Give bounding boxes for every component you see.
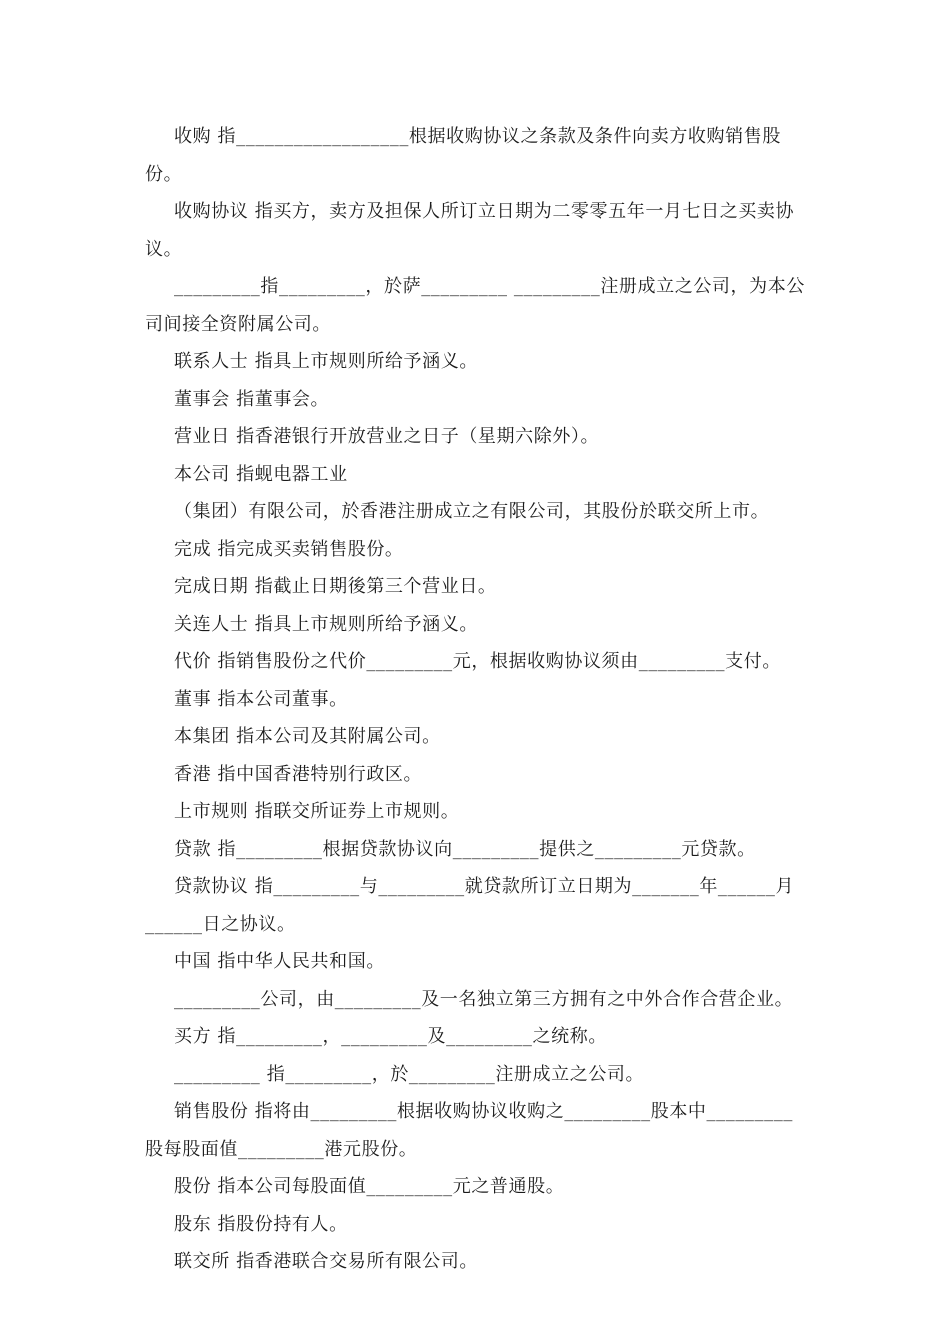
definition-joint-venture: _________公司，由_________及一名独立第三方拥有之中外合作合营企业。 <box>174 988 794 1010</box>
definition-blank-company: _________ 指_________，於_________注册成立之公司。 <box>174 1063 645 1085</box>
definition-shareholders: 股东 指股份持有人。 <box>174 1213 348 1235</box>
definition-associates: 联系人士 指具上市规则所给予涵义。 <box>174 351 478 372</box>
definition-subsidiary: _________指_________，於萨_________ _________注册成立之公司，为本公司间接全资附属公司。 <box>145 276 805 335</box>
definition-loan: 贷款 指_________根据贷款协议向_________提供之_________元贷款。 <box>174 838 756 860</box>
definition-completion-date: 完成日期 指截止日期後第三个营业日。 <box>174 576 497 597</box>
definition-sale-shares: 销售股份 指将由_________根据收购协议收购之_________股本中_________股每股面值_________港元股份。 <box>145 1101 793 1160</box>
definition-purchasers: 买方 指_________，_________及_________之统称。 <box>174 1026 607 1047</box>
definition-loan-agreement: 贷款协议 指_________与_________就贷款所订立日期为_______年______月______日之协议。 <box>145 876 795 935</box>
definition-company-continued: （集团）有限公司，於香港注册成立之有限公司，其股份於联交所上市。 <box>174 501 770 522</box>
definition-hong-kong: 香港 指中国香港特别行政区。 <box>174 763 423 785</box>
definition-stock-exchange: 联交所 指香港联合交易所有限公司。 <box>174 1251 478 1272</box>
definition-completion: 完成 指完成买卖销售股份。 <box>174 538 404 560</box>
definition-listing-rules: 上市规则 指联交所证券上市规则。 <box>174 801 460 822</box>
definition-directors: 董事 指本公司董事。 <box>174 688 348 710</box>
definition-connected-persons: 关连人士 指具上市规则所给予涵义。 <box>174 613 478 635</box>
definition-shares: 股份 指本公司每股面值_________元之普通股。 <box>174 1176 565 1197</box>
definition-company: 本公司 指蚬电器工业 <box>174 463 348 485</box>
definition-consideration: 代价 指销售股份之代价_________元，根据收购协议须由_________支付。 <box>174 651 781 672</box>
definition-prc: 中国 指中华人民共和国。 <box>174 951 385 972</box>
definition-business-day: 营业日 指香港银行开放营业之日子（星期六除外）。 <box>174 426 600 447</box>
definition-group: 本集团 指本公司及其附属公司。 <box>174 726 441 747</box>
definition-board: 董事会 指董事会。 <box>174 388 330 410</box>
definition-acquisition: 收购 指__________________根据收购协议之条款及条件向卖方收购销售股份。 <box>145 126 781 185</box>
definition-acquisition-agreement: 收购协议 指买方，卖方及担保人所订立日期为二零零五年一月七日之买卖协议。 <box>145 201 795 260</box>
document-body <box>145 118 810 1281</box>
